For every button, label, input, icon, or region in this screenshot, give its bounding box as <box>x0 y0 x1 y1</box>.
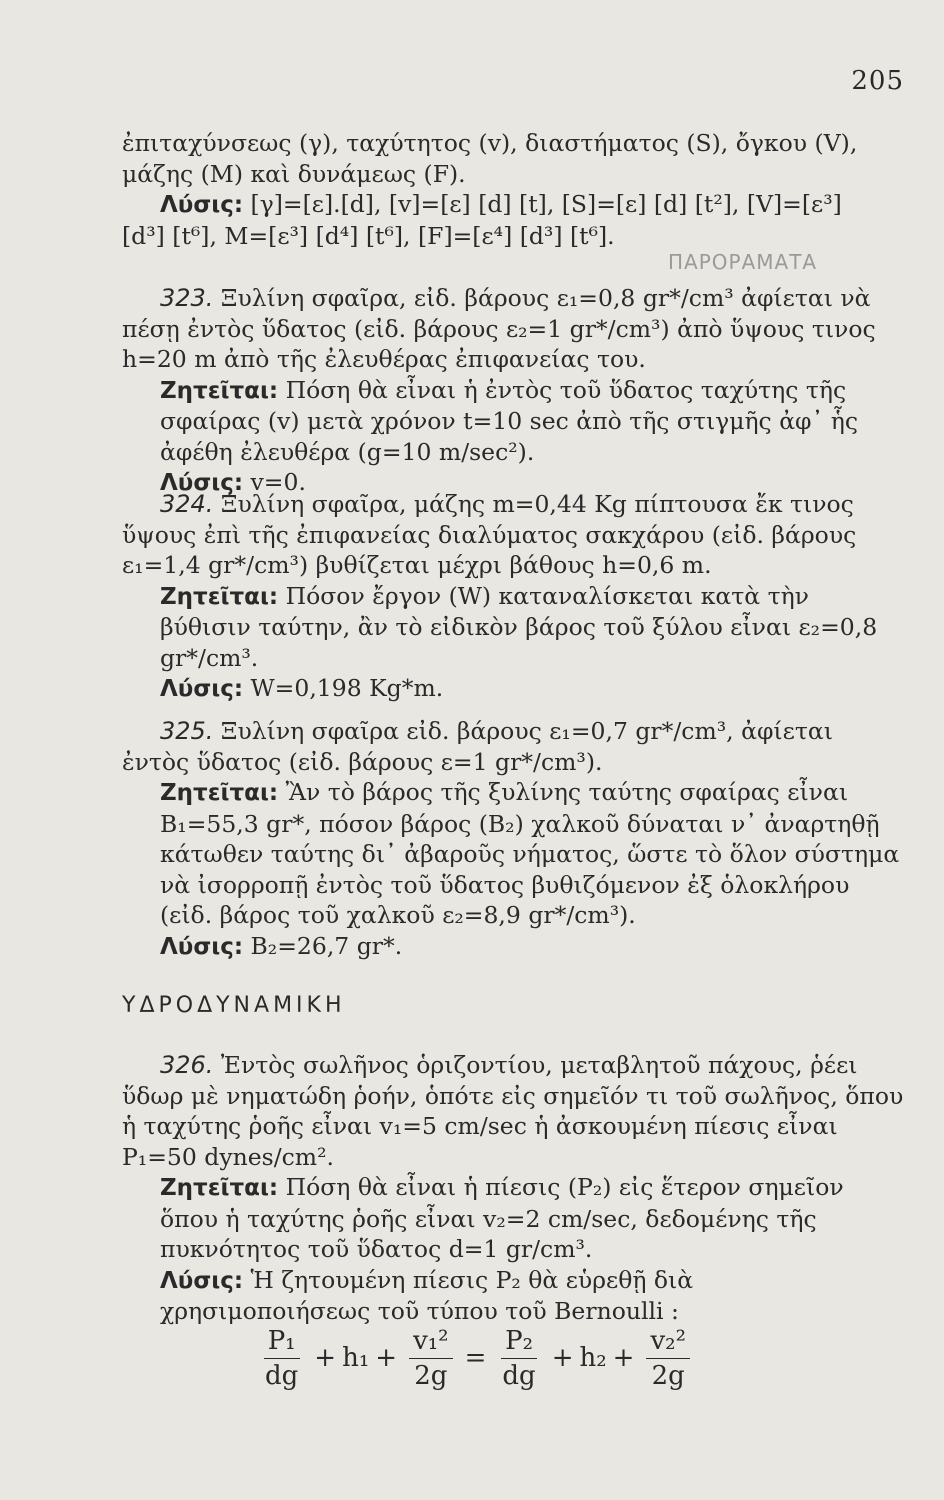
fraction-p2 <box>498 1326 539 1391</box>
intro-block <box>122 128 904 251</box>
statement-text: Ξυλίνη σφαῖρα, μάζης m=0,44 Kg πίπτουσα ἔκ τινος ὕψους ἐπὶ τῆς ἐπιφανείας διαλύματος σακχάρου (εἰδ. βάρους ε₁=1,4 gr*/cm³) βυθίζεται μέχρι βάθους h=0,6 m. <box>122 490 857 579</box>
statement-text: Ἐντὸς σωλῆνος ὁριζοντίου, μεταβλητοῦ πάχους, ῥέει ὕδωρ μὲ νηματώδη ῥοήν, ὁπότε εἰς σημεῖόν τι τοῦ σωλῆνος, ὅπου ἡ ταχύτης ῥοῆς εἶναι v₁=5 cm/sec ἡ ἀσκουμένη πίεσις εἶναι P₁=50 dynes/cm². <box>122 1051 904 1171</box>
solution-label: Λύσις: <box>160 192 244 218</box>
problem-number: 323. <box>160 284 214 312</box>
problem-324 <box>122 489 904 705</box>
solution-label: Λύσις: <box>160 470 244 496</box>
solution-text: [γ]=[ε].[d], [v]=[ε] [d] [t], [S]=[ε] [d] [t²], [V]=[ε³] <box>250 190 842 218</box>
problem-asked <box>122 581 904 674</box>
plus-sign: + <box>314 1343 337 1373</box>
bernoulli-formula <box>255 1318 815 1398</box>
problem-323 <box>122 283 904 499</box>
equals-sign: = <box>464 1343 487 1373</box>
denominator: 2g <box>414 1360 448 1391</box>
asked-text: Ἂν τὸ βάρος τῆς ξυλίνης ταύτης σφαίρας εἶναι B₁=55,3 gr*, πόσον βάρος (B₂) χαλκοῦ δύναται ν᾽ ἀναρτηθῇ κάτωθεν ταύτης δι᾽ ἀβαροῦς νήματος, ὥστε τὸ ὅλον σύστημα νὰ ἰσορροπῇ ἐντὸς τοῦ ὕδατος βυθιζόμενον ἐξ ὁλοκλήρου (εἰδ. βάρος τοῦ χαλκοῦ ε₂=8,9 gr*/cm³). <box>160 778 900 929</box>
asked-label: Ζητεῖται: <box>160 780 279 806</box>
problem-asked <box>122 1172 904 1265</box>
fraction-v1 <box>409 1326 453 1391</box>
solution-label: Λύσις: <box>160 933 244 960</box>
intro-line: ἐπιταχύνσεως (γ), ταχύτητος (v), διαστήματος (S), ὄγκου (V), <box>122 129 858 157</box>
intro-line: μάζης (M) καὶ δυνάμεως (F). <box>122 159 466 188</box>
denominator: 2g <box>651 1360 685 1391</box>
problem-number: 326. <box>160 1051 214 1079</box>
problem-statement <box>122 1050 904 1172</box>
statement-text: Ξυλίνη σφαῖρα, εἰδ. βάρους ε₁=0,8 gr*/cm³ ἀφίεται νὰ πέσῃ ἐντὸς ὕδατος (εἰδ. βάρους ε₂=1 gr*/cm³) ἀπὸ ὕψους τινος h=20 m ἀπὸ τῆς ἐλευθέρας ἐπιφανείας του. <box>122 284 876 373</box>
problem-statement <box>122 283 904 375</box>
solution-label: Λύσις: <box>160 1267 244 1294</box>
handwritten-note: ΠΑΡΟΡΑΜΑΤΑ <box>668 250 818 274</box>
numerator: P₁ <box>264 1326 300 1359</box>
problem-asked <box>122 375 904 468</box>
solution-label: Λύσις: <box>160 676 244 702</box>
page-number: 205 <box>851 66 904 96</box>
solution-text: v=0. <box>250 468 306 496</box>
problem-325 <box>122 716 904 962</box>
statement-text: Ξυλίνη σφαῖρα εἰδ. βάρους ε₁=0,7 gr*/cm³, ἀφίεται ἐντὸς ὕδατος (εἰδ. βάρους ε=1 gr*/cm³). <box>122 717 833 776</box>
numerator: v₁² <box>409 1326 453 1359</box>
problem-asked <box>122 777 904 931</box>
term-h1: h₁ <box>342 1343 370 1373</box>
solution-text: W=0,198 Kg*m. <box>250 674 444 702</box>
problem-number: 325. <box>160 717 214 745</box>
section-heading: ΥΔΡΟΔΥΝΑΜΙΚΗ <box>122 993 346 1018</box>
denominator: dg <box>265 1360 299 1391</box>
problem-statement <box>122 489 904 581</box>
asked-text: Πόσον ἔργον (W) καταναλίσκεται κατὰ τὴν βύθισιν ταύτην, ἂν τὸ εἰδικὸν βάρος τοῦ ξύλου εἶναι ε₂=0,8 gr*/cm³. <box>160 581 878 672</box>
numerator: P₂ <box>501 1326 537 1359</box>
term-h2: h₂ <box>579 1343 607 1373</box>
plus-sign: + <box>612 1343 635 1373</box>
problem-number: 324. <box>160 490 214 518</box>
asked-label: Ζητεῖται: <box>160 377 279 404</box>
solution-text: Ἡ ζητουμένη πίεσις P₂ θὰ εὑρεθῇ διὰ χρησιμοποιήσεως τοῦ τύπου τοῦ Bernoulli : <box>160 1265 694 1325</box>
fraction-p1 <box>261 1326 302 1391</box>
intro-solution-cont: [d³] [t⁶], M=[ε³] [d⁴] [t⁶], [F]=[ε⁴] [d³] [t⁶]. <box>122 221 615 250</box>
plus-sign: + <box>551 1343 574 1373</box>
asked-label: Ζητεῖται: <box>160 583 279 610</box>
problem-solution <box>122 931 904 963</box>
intro-solution <box>122 189 904 221</box>
numerator: v₂² <box>646 1326 690 1359</box>
fraction-v2 <box>646 1326 690 1391</box>
asked-label: Ζητεῖται: <box>160 1175 279 1201</box>
problem-solution <box>122 673 904 705</box>
plus-sign: + <box>375 1343 398 1373</box>
denominator: dg <box>502 1360 536 1391</box>
problem-326 <box>122 1050 904 1327</box>
asked-text: Πόση θὰ εἶναι ἡ ἐντὸς τοῦ ὕδατος ταχύτης τῆς σφαίρας (v) μετὰ χρόνον t=10 sec ἀπὸ τῆς στιγμῆς ἀφ᾽ ἧς ἀφέθη ἐλευθέρα (g=10 m/sec²). <box>160 375 858 466</box>
solution-text: B₂=26,7 gr*. <box>250 931 403 960</box>
asked-text: Πόση θὰ εἶναι ἡ πίεσις (P₂) εἰς ἕτερον σημεῖον ὅπου ἡ ταχύτης ῥοῆς εἶναι v₂=2 cm/sec, δεδομένης τῆς πυκνότητος τοῦ ὕδατος d=1 gr/cm³. <box>160 1173 844 1263</box>
problem-statement <box>122 716 904 777</box>
